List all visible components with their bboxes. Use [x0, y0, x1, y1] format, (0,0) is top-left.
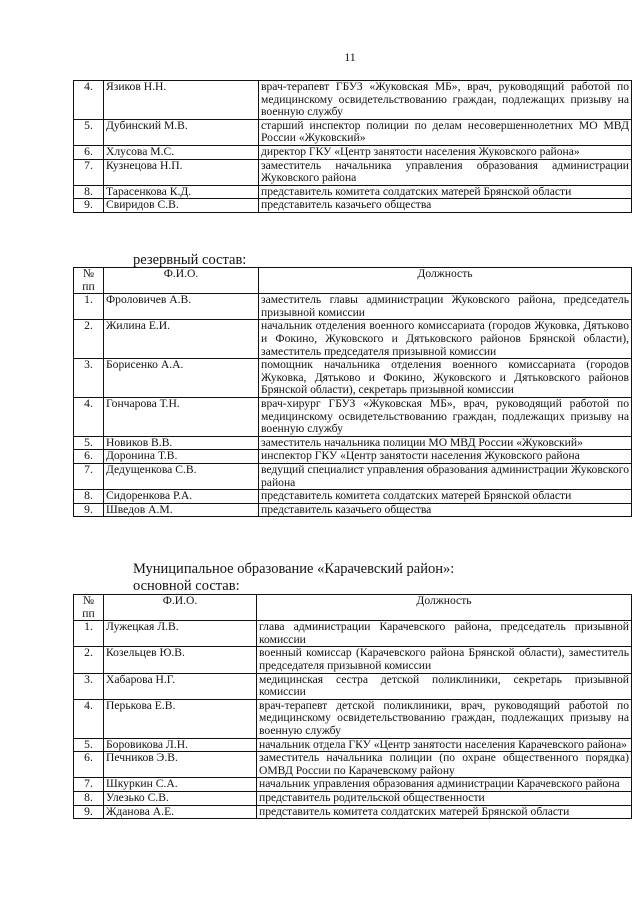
member-name: Козельцев Ю.В. [104, 647, 257, 673]
row-number: 6. [74, 450, 104, 464]
member-position: заместитель начальника полиции (по охране общественного порядка) ОМВД России по Карачевскому району [257, 752, 632, 778]
member-position: заместитель начальника полиции МО МВД России «Жуковский» [259, 436, 632, 450]
header-position: Должность [259, 268, 632, 294]
table-row [74, 647, 632, 673]
row-number: 8. [74, 791, 104, 805]
table-header-row [74, 268, 632, 294]
row-number: 2. [74, 320, 104, 359]
table-row [74, 294, 632, 320]
member-name: Язиков Н.Н. [104, 81, 259, 120]
row-number: 4. [74, 699, 104, 738]
table-row [74, 490, 632, 504]
member-name: Перькова Е.В. [104, 699, 257, 738]
member-name: Печников Э.В. [104, 752, 257, 778]
table-row [74, 436, 632, 450]
member-name: Кузнецова Н.П. [104, 159, 259, 185]
row-number: 9. [74, 503, 104, 517]
row-number: 6. [74, 145, 104, 159]
table-row [74, 621, 632, 647]
member-position: представитель комитета солдатских матерей Брянской области [259, 185, 632, 199]
member-name: Шкуркин С.А. [104, 778, 257, 792]
member-name: Лужецкая Л.В. [104, 621, 257, 647]
table-row [74, 450, 632, 464]
member-name: Борисенко А.А. [104, 359, 259, 398]
row-number: 1. [74, 621, 104, 647]
member-position: представитель казачьего общества [259, 503, 632, 517]
member-name: Жданова А.Е. [104, 805, 257, 819]
main-composition-heading: основной состав: [133, 578, 240, 594]
table-row [74, 199, 632, 213]
member-name: Хабарова Н.Г. [104, 673, 257, 699]
member-position: ведущий специалист управления образования администрации Жуковского района [259, 463, 632, 489]
table-row [74, 185, 632, 199]
member-name: Сидоренкова Р.А. [104, 490, 259, 504]
row-number: 8. [74, 490, 104, 504]
table-row [74, 752, 632, 778]
member-position: врач-хирург ГБУЗ «Жуковская МБ», врач, руководящий работой по медицинскому освидетельствованию граждан, подлежащих призыву на военную службу [259, 397, 632, 436]
member-name: Гончарова Т.Н. [104, 397, 259, 436]
table-row [74, 673, 632, 699]
member-name: Дедущенкова С.В. [104, 463, 259, 489]
member-name: Дубинский М.В. [104, 119, 259, 145]
continued-members-body [74, 81, 632, 213]
row-number: 9. [74, 805, 104, 819]
member-name: Фроловичев А.В. [104, 294, 259, 320]
row-number: 3. [74, 359, 104, 398]
row-number: 2. [74, 647, 104, 673]
member-name: Хлусова М.С. [104, 145, 259, 159]
member-position: начальник управления образования администрации Карачевского района [257, 778, 632, 792]
page-number: 11 [344, 50, 356, 64]
member-position: медицинская сестра детской поликлиники, секретарь призывной комиссии [257, 673, 632, 699]
header-position: Должность [257, 595, 632, 621]
header-name: Ф.И.О. [104, 595, 257, 621]
row-number: 8. [74, 185, 104, 199]
table-row [74, 119, 632, 145]
member-position: заместитель начальника управления образования администрации Жуковского района [259, 159, 632, 185]
row-number: 5. [74, 738, 104, 752]
member-position: военный комиссар (Карачевского района Брянской области), заместитель председателя призывной комиссии [257, 647, 632, 673]
member-name: Боровикова Л.Н. [104, 738, 257, 752]
table-row [74, 320, 632, 359]
row-number: 4. [74, 397, 104, 436]
table-header-row [74, 595, 632, 621]
member-position: старший инспектор полиции по делам несовершеннолетних МО МВД России «Жуковский» [259, 119, 632, 145]
member-position: директор ГКУ «Центр занятости населения Жуковского района» [259, 145, 632, 159]
table-row [74, 159, 632, 185]
municipality-heading: Муниципальное образование «Карачевский район»: [133, 561, 455, 577]
table-row [74, 359, 632, 398]
member-name: Жилина Е.И. [104, 320, 259, 359]
table-row [74, 778, 632, 792]
row-number: 1. [74, 294, 104, 320]
member-position: представитель родительской общественности [257, 791, 632, 805]
row-number: 7. [74, 778, 104, 792]
member-position: инспектор ГКУ «Центр занятости населения Жуковского района [259, 450, 632, 464]
table-row [74, 791, 632, 805]
header-name: Ф.И.О. [104, 268, 259, 294]
table-row [74, 503, 632, 517]
member-position: представитель комитета солдатских матерей Брянской области [259, 490, 632, 504]
karachev-main-members-table [73, 594, 632, 819]
table-row [74, 738, 632, 752]
member-position: начальник отделения военного комиссариата (городов Жуковка, Дятьково и Фокино, Жуковского и Дятьковского районов Брянской области), заместитель председателя призывной комиссии [259, 320, 632, 359]
row-number: 7. [74, 159, 104, 185]
row-number: 5. [74, 436, 104, 450]
reserve-members-table [73, 267, 632, 517]
member-position: представитель казачьего общества [259, 199, 632, 213]
row-number: 4. [74, 81, 104, 120]
row-number: 5. [74, 119, 104, 145]
table-row [74, 463, 632, 489]
row-number: 9. [74, 199, 104, 213]
row-number: 7. [74, 463, 104, 489]
member-position: глава администрации Карачевского района, председатель призывной комиссии [257, 621, 632, 647]
member-position: врач-терапевт детской поликлиники, врач, руководящий работой по медицинскому освидетельствованию граждан, подлежащих призыву на военную службу [257, 699, 632, 738]
member-name: Свиридов С.В. [104, 199, 259, 213]
header-number: № пп [74, 268, 104, 294]
member-name: Тарасенкова К.Д. [104, 185, 259, 199]
member-position: заместитель главы администрации Жуковского района, председатель призывной комиссии [259, 294, 632, 320]
member-name: Новиков В.В. [104, 436, 259, 450]
row-number: 6. [74, 752, 104, 778]
table-row [74, 699, 632, 738]
row-number: 3. [74, 673, 104, 699]
member-position: начальник отдела ГКУ «Центр занятости населения Карачевского района» [257, 738, 632, 752]
continued-members-table [73, 80, 632, 213]
reserve-heading: резервный состав: [133, 252, 247, 268]
member-name: Шведов А.М. [104, 503, 259, 517]
member-name: Доронина Т.В. [104, 450, 259, 464]
member-position: представитель комитета солдатских матерей Брянской области [257, 805, 632, 819]
table-row [74, 81, 632, 120]
table-row [74, 397, 632, 436]
member-position: помощник начальника отделения военного комиссариата (городов Жуковка, Дятьково и Фокино, Жуковского и Дятьковского районов Брянской области), секретарь призывной комиссии [259, 359, 632, 398]
member-name: Улезько С.В. [104, 791, 257, 805]
table-row [74, 805, 632, 819]
member-position: врач-терапевт ГБУЗ «Жуковская МБ», врач, руководящий работой по медицинскому освидетельствованию граждан, подлежащих призыву на военную службу [259, 81, 632, 120]
header-number: № пп [74, 595, 104, 621]
table-row [74, 145, 632, 159]
